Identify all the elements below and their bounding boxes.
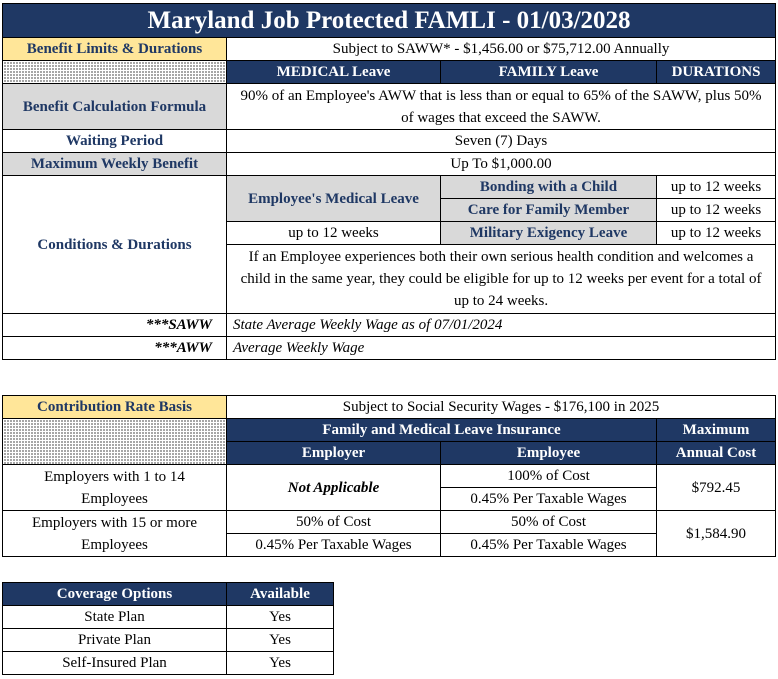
family-reason-care: Care for Family Member xyxy=(441,199,657,222)
available-header: Available xyxy=(227,583,334,606)
hatch-cell xyxy=(3,61,227,84)
group-1-to-14: Employers with 1 to 14 Employees xyxy=(3,465,227,511)
benefit-limits-value: Subject to SAWW* - $1,456.00 or $75,712.00 Annually xyxy=(227,38,776,61)
annual-cost-small: $792.45 xyxy=(657,465,776,511)
contribution-basis-value: Subject to Social Security Wages - $176,100 in 2025 xyxy=(227,396,776,419)
coverage-table xyxy=(2,582,334,675)
formula-label: Benefit Calculation Formula xyxy=(3,84,227,130)
duration-military: up to 12 weeks xyxy=(657,222,776,245)
durations-header: DURATIONS xyxy=(657,61,776,84)
annual-cost-large: $1,584.90 xyxy=(657,511,776,557)
available-state: Yes xyxy=(227,606,334,629)
employer-rate-large: 0.45% Per Taxable Wages xyxy=(227,534,441,557)
family-leave-header: FAMILY Leave xyxy=(441,61,657,84)
available-self-insured: Yes xyxy=(227,652,334,675)
maximum-header: Maximum xyxy=(657,419,776,442)
footnote-term-saww: ***SAWW xyxy=(3,314,227,337)
max-weekly-benefit-label: Maximum Weekly Benefit xyxy=(3,153,227,176)
employee-cost-small: 100% of Cost xyxy=(441,465,657,488)
family-reason-military: Military Exigency Leave xyxy=(441,222,657,245)
employer-cost-large: 50% of Cost xyxy=(227,511,441,534)
group-15-or-more: Employers with 15 or more Employees xyxy=(3,511,227,557)
family-reason-bonding: Bonding with a Child xyxy=(441,176,657,199)
employee-header: Employee xyxy=(441,442,657,465)
employer-header: Employer xyxy=(227,442,441,465)
contribution-basis-label: Contribution Rate Basis xyxy=(3,396,227,419)
employee-medical-leave-label: Employee's Medical Leave xyxy=(227,176,441,222)
benefit-limits-label: Benefit Limits & Durations xyxy=(3,38,227,61)
table-title: Maryland Job Protected FAMLI - 01/03/2028 xyxy=(3,4,776,38)
employee-medical-duration: up to 12 weeks xyxy=(227,222,441,245)
fmli-header: Family and Medical Leave Insurance xyxy=(227,419,657,442)
available-private: Yes xyxy=(227,629,334,652)
footnote-term-aww: ***AWW xyxy=(3,337,227,360)
waiting-period-label: Waiting Period xyxy=(3,130,227,153)
duration-care: up to 12 weeks xyxy=(657,199,776,222)
formula-value: 90% of an Employee's AWW that is less than or equal to 65% of the SAWW, plus 50% of wages that exceed the SAWW. xyxy=(227,84,776,130)
coverage-option-private: Private Plan xyxy=(3,629,227,652)
employee-cost-large: 50% of Cost xyxy=(441,511,657,534)
footnote-def-aww: Average Weekly Wage xyxy=(227,337,776,360)
hatch-cell xyxy=(3,419,227,465)
footnote-def-saww: State Average Weekly Wage as of 07/01/2024 xyxy=(227,314,776,337)
waiting-period-value: Seven (7) Days xyxy=(227,130,776,153)
conditions-note: If an Employee experiences both their own serious health condition and welcomes a child in the same year, they could be eligible for up to 12 weeks per event for a total of up to 24 weeks. xyxy=(227,245,776,314)
max-weekly-benefit-value: Up To $1,000.00 xyxy=(227,153,776,176)
employee-rate-large: 0.45% Per Taxable Wages xyxy=(441,534,657,557)
duration-bonding: up to 12 weeks xyxy=(657,176,776,199)
coverage-options-header: Coverage Options xyxy=(3,583,227,606)
annual-cost-header: Annual Cost xyxy=(657,442,776,465)
conditions-label: Conditions & Durations xyxy=(3,176,227,314)
famli-benefits-table xyxy=(2,3,776,360)
coverage-option-state: State Plan xyxy=(3,606,227,629)
employee-rate-small: 0.45% Per Taxable Wages xyxy=(441,488,657,511)
medical-leave-header: MEDICAL Leave xyxy=(227,61,441,84)
coverage-option-self-insured: Self-Insured Plan xyxy=(3,652,227,675)
contribution-table xyxy=(2,395,776,557)
employer-not-applicable: Not Applicable xyxy=(227,465,441,511)
